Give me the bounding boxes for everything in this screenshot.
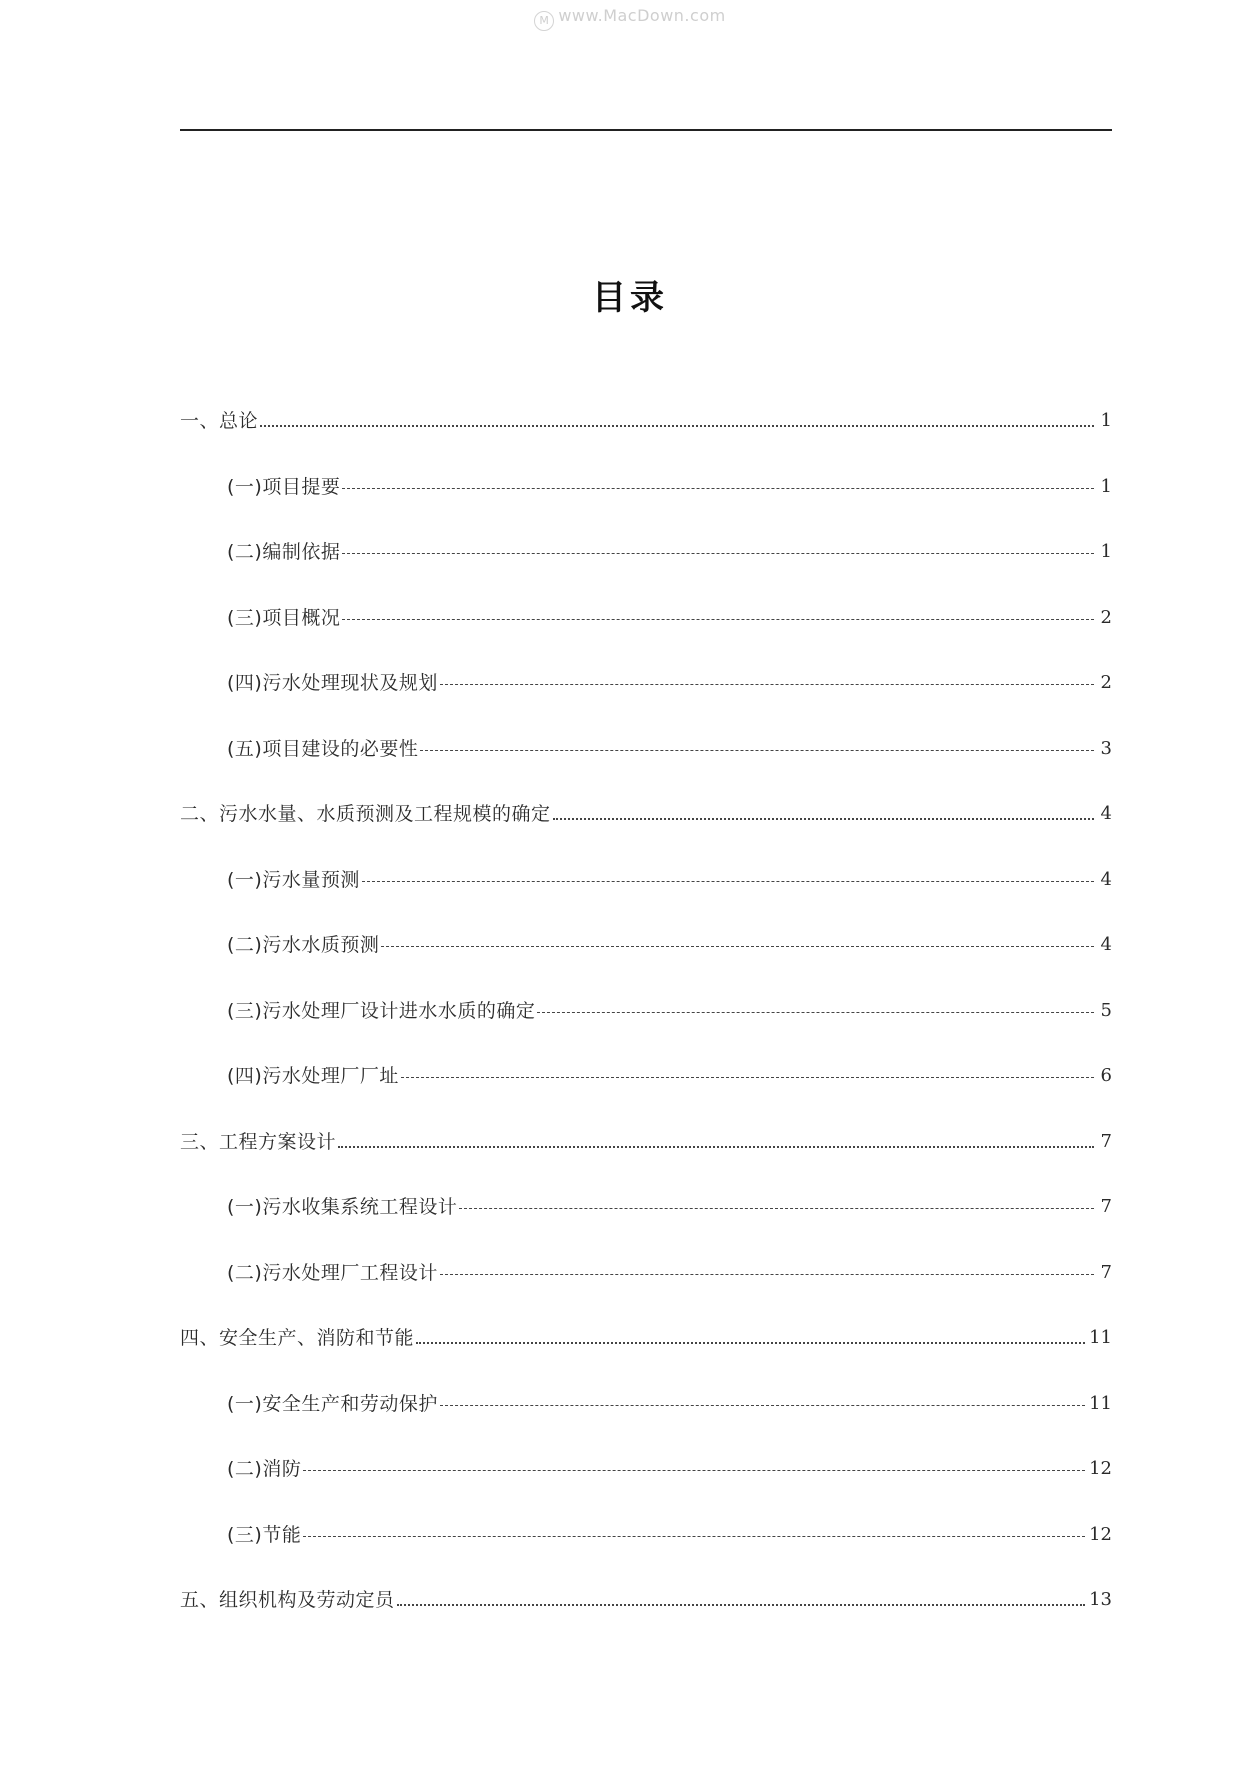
toc-page-number: 1 (1100, 476, 1112, 497)
toc-entry-label: (四)污水处理现状及规划 (227, 672, 438, 694)
toc-page-number: 5 (1100, 1000, 1112, 1021)
toc-leader-line (537, 1012, 1094, 1013)
toc-entry-label: 二、污水水量、水质预测及工程规模的确定 (180, 803, 551, 825)
toc-page-number: 12 (1089, 1524, 1112, 1545)
toc-leader-line (440, 684, 1094, 685)
toc-page-number: 4 (1100, 934, 1112, 955)
toc-section-entry[interactable] (227, 930, 1112, 960)
toc-entry-label: (三)节能 (227, 1524, 302, 1546)
toc-leader-line (362, 881, 1094, 882)
toc-section-entry[interactable] (227, 1192, 1112, 1222)
toc-section-entry[interactable] (227, 1454, 1112, 1484)
toc-leader-line (416, 1342, 1085, 1344)
toc-section-entry[interactable] (227, 1389, 1112, 1419)
watermark-text: www.MacDown.com (558, 6, 726, 25)
toc-entry-label: (三)项目概况 (227, 607, 341, 629)
toc-leader-line (401, 1077, 1094, 1078)
toc-entry-label: (三)污水处理厂设计进水水质的确定 (227, 1000, 536, 1022)
toc-page-number: 2 (1100, 607, 1112, 628)
toc-page-number: 7 (1100, 1196, 1112, 1217)
toc-page-number: 13 (1089, 1589, 1112, 1610)
toc-leader-line (440, 1405, 1085, 1406)
toc-leader-line (303, 1470, 1085, 1471)
toc-page-number: 7 (1100, 1262, 1112, 1283)
toc-chapter-entry[interactable] (180, 1127, 1112, 1157)
toc-page-number: 3 (1100, 738, 1112, 759)
toc-page-number: 4 (1100, 869, 1112, 890)
toc-entry-label: (五)项目建设的必要性 (227, 738, 419, 760)
toc-section-entry[interactable] (227, 472, 1112, 502)
toc-section-entry[interactable] (227, 537, 1112, 567)
toc-section-entry[interactable] (227, 668, 1112, 698)
toc-page-number: 11 (1089, 1393, 1112, 1414)
toc-section-entry[interactable] (227, 734, 1112, 764)
toc-leader-line (303, 1536, 1085, 1537)
toc-section-entry[interactable] (227, 996, 1112, 1026)
page-title: 目录 (592, 278, 668, 318)
toc-entry-label: (二)消防 (227, 1458, 302, 1480)
toc-chapter-entry[interactable] (180, 1585, 1112, 1615)
toc-page-number: 4 (1100, 803, 1112, 824)
toc-leader-line (342, 488, 1094, 489)
toc-page-number: 12 (1089, 1458, 1112, 1479)
toc-entry-label: 三、工程方案设计 (180, 1131, 337, 1153)
toc-leader-line (260, 425, 1094, 427)
toc-section-entry[interactable] (227, 1520, 1112, 1550)
toc-section-entry[interactable] (227, 865, 1112, 895)
toc-section-entry[interactable] (227, 603, 1112, 633)
toc-entry-label: (一)污水量预测 (227, 869, 360, 891)
toc-leader-line (381, 946, 1094, 947)
macdown-logo-icon: M (534, 11, 554, 31)
toc-page-number: 7 (1100, 1131, 1112, 1152)
toc-entry-label: (一)安全生产和劳动保护 (227, 1393, 438, 1415)
toc-entry-label: (二)污水水质预测 (227, 934, 380, 956)
toc-leader-line (553, 818, 1094, 820)
toc-entry-label: (四)污水处理厂厂址 (227, 1065, 399, 1087)
toc-chapter-entry[interactable] (180, 799, 1112, 829)
toc-leader-line (397, 1604, 1086, 1606)
toc-page-number: 6 (1100, 1065, 1112, 1086)
toc-entry-label: (二)编制依据 (227, 541, 341, 563)
toc-leader-line (440, 1274, 1094, 1275)
toc-section-entry[interactable] (227, 1258, 1112, 1288)
toc-chapter-entry[interactable] (180, 1323, 1112, 1353)
toc-leader-line (420, 750, 1094, 751)
toc-page-number: 1 (1100, 410, 1112, 431)
toc-page-number: 2 (1100, 672, 1112, 693)
toc-entry-label: (一)项目提要 (227, 476, 341, 498)
toc-entry-label: 四、安全生产、消防和节能 (180, 1327, 415, 1349)
toc-chapter-entry[interactable] (180, 406, 1112, 436)
toc-leader-line (459, 1208, 1094, 1209)
toc-leader-line (342, 619, 1094, 620)
toc-entry-label: 五、组织机构及劳动定员 (180, 1589, 395, 1611)
toc-entry-label: (二)污水处理厂工程设计 (227, 1262, 438, 1284)
toc-page-number: 11 (1089, 1327, 1112, 1348)
toc-section-entry[interactable] (227, 1061, 1112, 1091)
toc-entry-label: (一)污水收集系统工程设计 (227, 1196, 458, 1218)
toc-leader-line (338, 1146, 1094, 1148)
toc-page-number: 1 (1100, 541, 1112, 562)
toc-leader-line (342, 553, 1094, 554)
toc-entry-label: 一、总论 (180, 410, 259, 432)
